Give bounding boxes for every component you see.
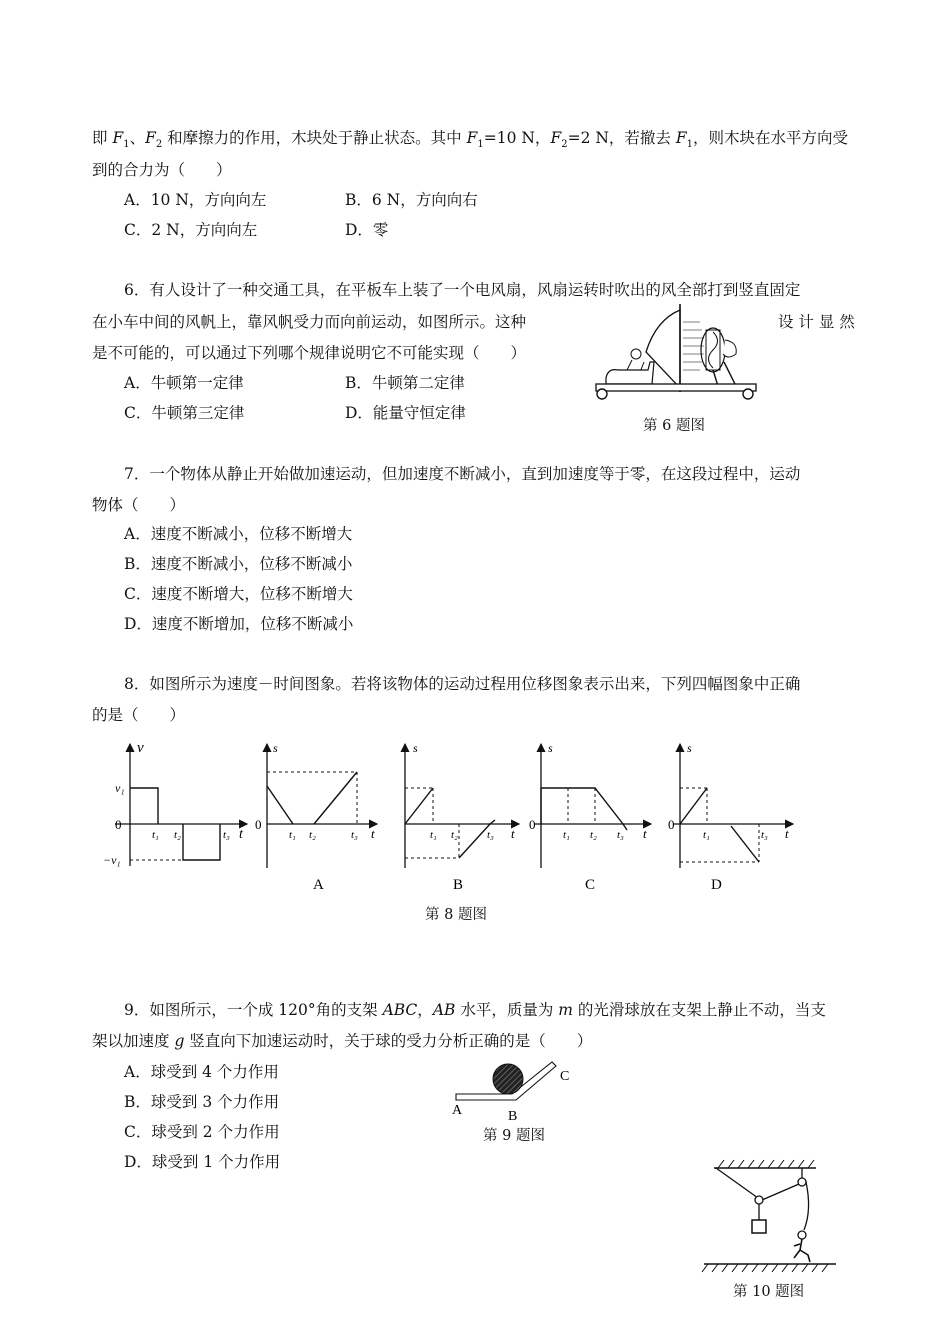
q9-figure-caption: 第 9 题图	[483, 1128, 545, 1144]
graph-d-tick-t1: t₁	[703, 829, 710, 841]
graph-d-ylabel: s	[687, 741, 692, 755]
q10-figure-caption: 第 10 题图	[733, 1284, 805, 1300]
graph-a-tick-t2: t₂	[309, 829, 316, 841]
q9-stem-line2: 架以加速度 g 竖直向下加速运动时，关于球的受力分析正确的是（ ）	[92, 1032, 593, 1050]
q9-stem-line1: 9．如图所示，一个成 120°角的支架 ABC，AB 水平，质量为 m 的光滑球放在支架上静止不动，当支	[124, 1001, 826, 1019]
q5-option-b: B．6 N，方向向右	[345, 191, 478, 209]
graph-b-xlabel: t	[511, 826, 515, 841]
q6-option-c: C．牛顿第三定律	[124, 404, 245, 422]
graph-c	[535, 744, 651, 868]
graph-c-tick-t1: t₁	[563, 829, 570, 841]
graph-d-xlabel: t	[785, 826, 789, 841]
graph-d	[673, 744, 793, 868]
q5-option-a: A．10 N，方向向左	[124, 191, 267, 209]
q6-stem-line2a: 在小车中间的风帆上，靠风帆受力而向前运动，如图所示。这种	[92, 313, 527, 331]
q7-stem-line2: 物体（ ）	[92, 496, 186, 514]
q9-option-a: A．球受到 4 个力作用	[124, 1063, 279, 1081]
graph-c-tick-t2: t₂	[590, 829, 597, 841]
q8-stem-line2: 的是（ ）	[92, 706, 186, 724]
q7-option-c: C．速度不断增大，位移不断增大	[124, 585, 353, 603]
graph-d-label: D	[711, 877, 722, 893]
q8-graphs-figure	[95, 736, 805, 896]
graph-b-tick-t1: t₁	[430, 829, 437, 841]
q9-label-a: A	[452, 1103, 463, 1118]
graph-b	[405, 744, 519, 868]
vt-tick-t2: t₂	[174, 829, 181, 841]
q9-label-b: B	[508, 1109, 518, 1124]
graph-d-origin: 0	[668, 817, 675, 832]
q7-option-b: B．速度不断减小，位移不断减小	[124, 555, 353, 573]
q6-stem-line1: 6．有人设计了一种交通工具，在平板车上装了一个电风扇，风扇运转时吹出的风全部打到竖直固定	[124, 281, 801, 299]
graph-c-xlabel: t	[643, 826, 647, 841]
graph-b-label: B	[453, 877, 464, 893]
vt-tick-t3: t₃	[223, 829, 230, 841]
q6-stem-line3: 是不可能的，可以通过下列哪个规律说明它不可能实现（ ）	[92, 344, 527, 362]
graph-a-ylabel: s	[273, 741, 278, 755]
graph-c-tick-t3: t₃	[617, 829, 624, 841]
graph-d-tick-t3: t₃	[761, 829, 768, 841]
graph-a-tick-t1: t₁	[289, 829, 296, 841]
q10-pulley-figure	[700, 1158, 840, 1276]
q5-stem-line2: 到的合力为（ ）	[92, 161, 232, 179]
q9-option-b: B．球受到 3 个力作用	[124, 1093, 280, 1111]
q9-label-c: C	[560, 1069, 570, 1084]
q6-fan-cart-figure	[588, 300, 763, 410]
graph-a	[267, 744, 377, 868]
q5-option-c: C．2 N，方向向左	[124, 221, 258, 239]
graph-a-tick-t3: t₃	[351, 829, 358, 841]
graph-b-ylabel: s	[413, 741, 418, 755]
q9-bracket-figure	[446, 1058, 586, 1126]
q7-option-a: A．速度不断减小，位移不断增大	[124, 525, 353, 543]
vt-graph	[115, 744, 247, 866]
graph-c-label: C	[585, 877, 596, 893]
graph-b-tick-t3: t₃	[487, 829, 494, 841]
q9-option-c: C．球受到 2 个力作用	[124, 1123, 280, 1141]
graph-a-label: A	[313, 877, 324, 893]
vt-origin-label: 0	[115, 817, 122, 832]
vt-neg-v1-label: −v₁	[103, 853, 121, 867]
vt-xlabel: t	[239, 827, 243, 842]
graph-a-origin: 0	[255, 817, 262, 832]
q6-option-a: A．牛顿第一定律	[124, 374, 244, 392]
graph-c-ylabel: s	[548, 741, 553, 755]
q5-option-d: D．零	[345, 221, 389, 239]
graph-b-tick-t2: t₂	[451, 829, 458, 841]
q5-stem-line1: 即 $F_1$、$F_2$ 和摩擦力的作用，木块处于静止状态。其中 $F_1=10$ N，$F_2=2$ N，若撤去 $F_1$，则木块在水平方向受	[92, 129, 849, 151]
q7-stem-line1: 7．一个物体从静止开始做加速运动，但加速度不断减小，直到加速度等于零，在这段过程中，运动	[124, 465, 801, 483]
q8-stem-line1: 8．如图所示为速度－时间图象。若将该物体的运动过程用位移图象表示出来，下列四幅图象中正确	[124, 675, 801, 693]
q6-option-b: B．牛顿第二定律	[345, 374, 465, 392]
vt-ylabel: v	[137, 740, 144, 756]
q8-figure-caption: 第 8 题图	[425, 907, 487, 923]
graph-c-origin: 0	[529, 817, 536, 832]
q6-option-d: D．能量守恒定律	[345, 404, 466, 422]
q6-stem-line2b: 设 计 显 然	[778, 313, 855, 331]
q6-figure-caption: 第 6 题图	[643, 418, 705, 434]
q7-option-d: D．速度不断增加，位移不断减小	[124, 615, 354, 633]
graph-a-xlabel: t	[371, 826, 375, 841]
vt-tick-t1: t₁	[152, 829, 159, 841]
q9-option-d: D．球受到 1 个力作用	[124, 1153, 281, 1171]
vt-v1-label: v₁	[115, 781, 125, 795]
